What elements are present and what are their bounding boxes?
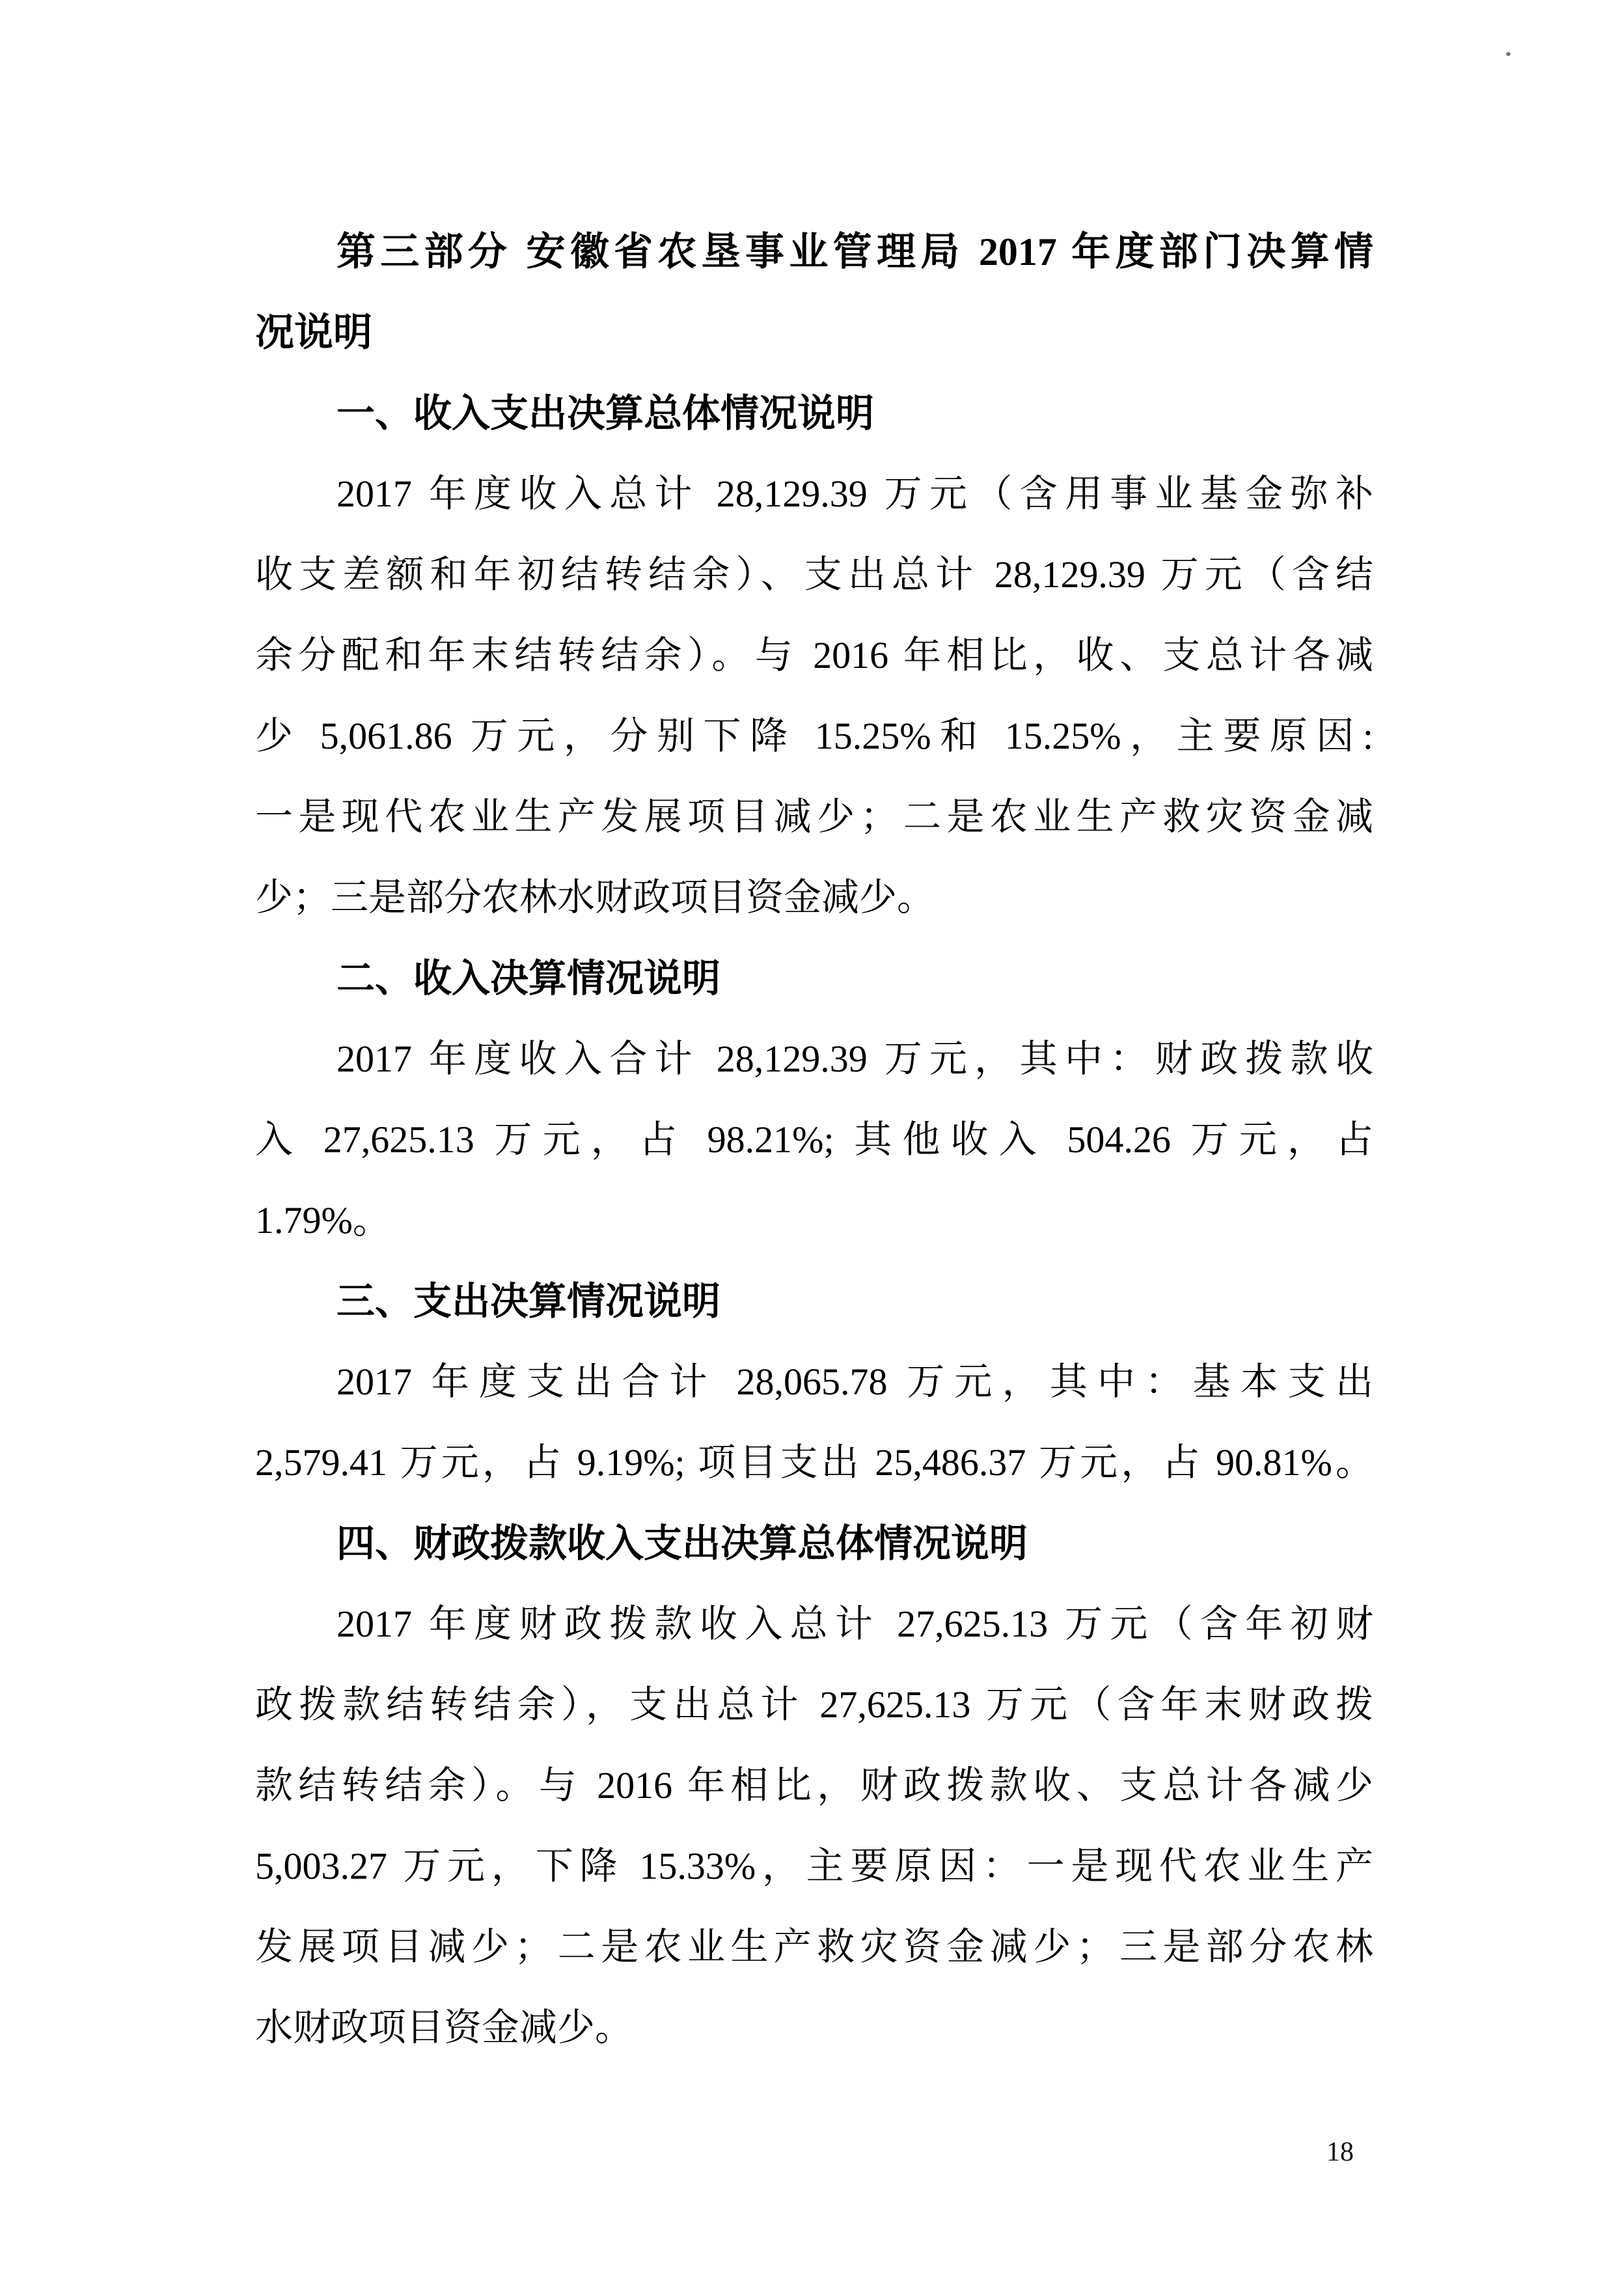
section-2-heading: 二、收入决算情况说明 — [336, 957, 721, 1000]
section-4-paragraph-line: 款结转结余）。与 2016 年相比，财政拨款收、支总计各减少 — [255, 1764, 1373, 1806]
scan-artifact-dot — [1506, 52, 1511, 56]
section-1-heading: 一、收入支出决算总体情况说明 — [336, 392, 875, 435]
doc-title-line-2: 况说明 — [255, 311, 372, 354]
section-1-paragraph-line: 少；三是部分农林水财政项目资金减少。 — [255, 876, 935, 919]
section-4-paragraph-line: 5,003.27 万元，下降 15.33%，主要原因：一是现代农业生产 — [255, 1845, 1373, 1887]
section-1-paragraph-line: 2017 年度收入总计 28,129.39 万元（含用事业基金弥补 — [336, 473, 1373, 515]
section-4-paragraph-line: 2017 年度财政拨款收入总计 27,625.13 万元（含年初财 — [336, 1603, 1373, 1645]
section-3-heading: 三、支出决算情况说明 — [336, 1280, 721, 1323]
document-content — [255, 212, 1373, 2068]
section-1-paragraph-line: 余分配和年末结转结余）。与 2016 年相比，收、支总计各减 — [255, 634, 1373, 676]
section-2-paragraph-line: 1.79%。 — [255, 1199, 391, 1241]
section-4-heading: 四、财政拨款收入支出决算总体情况说明 — [336, 1522, 1028, 1565]
doc-title-line-1: 第三部分 安徽省农垦事业管理局 2017 年度部门决算情 — [336, 230, 1373, 273]
section-2-paragraph-line: 入 27,625.13 万元，占 98.21%; 其他收入 504.26 万元，占 — [255, 1118, 1373, 1161]
section-4-paragraph-line: 水财政项目资金减少。 — [255, 2006, 633, 2049]
section-3-paragraph-line: 2,579.41 万元，占 9.19%; 项目支出 25,486.37 万元，占 90.81%。 — [255, 1441, 1373, 1484]
section-1-paragraph-line: 一是现代农业生产发展项目减少；二是农业生产救灾资金减 — [255, 795, 1373, 838]
section-2-paragraph-line: 2017 年度收入合计 28,129.39 万元，其中：财政拨款收 — [336, 1038, 1373, 1080]
section-3-paragraph-line: 2017 年度支出合计 28,065.78 万元，其中：基本支出 — [336, 1361, 1373, 1403]
section-1-paragraph-line: 少 5,061.86 万元，分别下降 15.25%和 15.25%，主要原因: — [255, 715, 1373, 757]
section-1-paragraph-line: 收支差额和年初结转结余）、支出总计 28,129.39 万元（含结 — [255, 553, 1373, 596]
section-4-paragraph-line: 政拨款结转结余），支出总计 27,625.13 万元（含年末财政拨 — [255, 1683, 1373, 1726]
section-4-paragraph-line: 发展项目减少；二是农业生产救灾资金减少；三是部分农林 — [255, 1926, 1373, 1968]
page-number: 18 — [1326, 2137, 1354, 2167]
